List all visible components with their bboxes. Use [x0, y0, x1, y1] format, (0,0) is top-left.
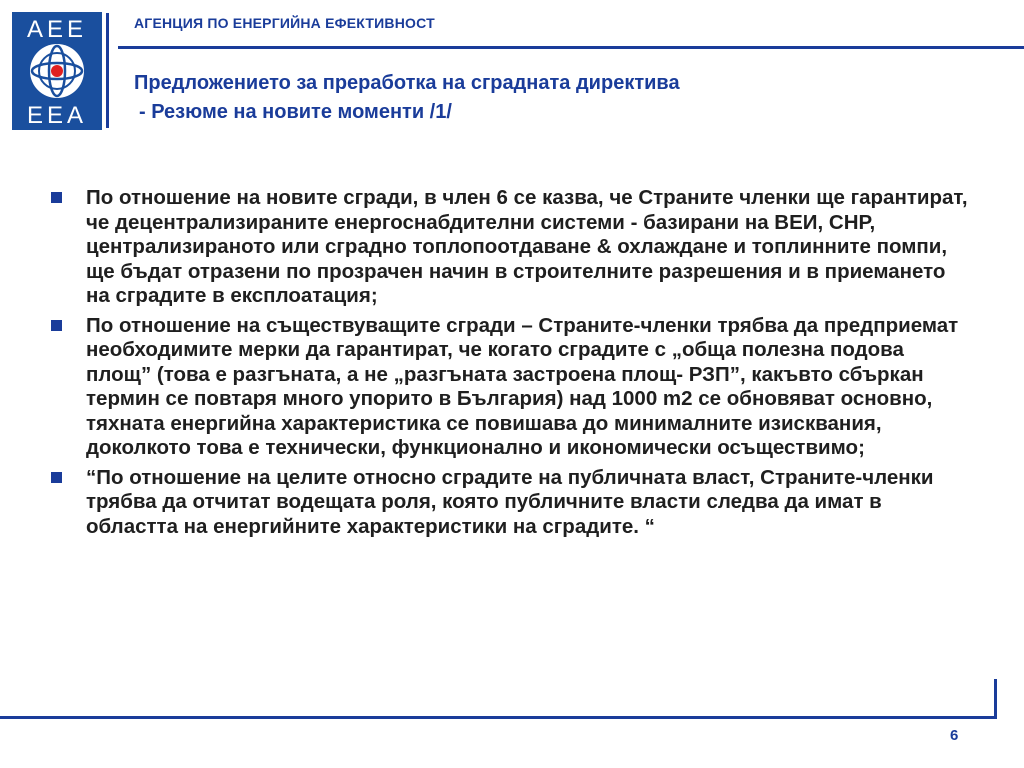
bullet-item-public-buildings	[48, 466, 968, 540]
header-vertical-rule	[106, 13, 109, 128]
footer-vertical-rule	[994, 679, 997, 719]
slide-title	[134, 69, 994, 127]
square-bullet-icon	[51, 320, 62, 331]
logo-bottom-text: EEA	[26, 102, 88, 129]
header-horizontal-rule	[118, 46, 1024, 49]
square-bullet-icon	[51, 192, 62, 203]
agency-name: АГЕНЦИЯ ПО ЕНЕРГИЙНА ЕФЕКТИВНОСТ	[134, 15, 435, 31]
slide-title-line-2: - Резюме на новите моменти /1/	[139, 101, 452, 123]
bullet-list	[48, 186, 968, 544]
square-bullet-icon	[51, 472, 62, 483]
agency-logo	[12, 12, 102, 130]
logo-graphic	[12, 12, 102, 130]
logo-core-icon	[51, 65, 63, 77]
logo-top-text: AEE	[26, 16, 88, 43]
bullet-text: По отношение на новите сгради, в член 6 се казва, че Страните членки ще гарантират, че децентрализираните енергоснабдителни системи - базирани на ВЕИ, CHP, централизираното или сградно топлопоотдаване & охлаждане и топлинните помпи, ще бъдат отразени по прозрачен начин в строителните разрешения и в приемането на сградите в експлоатация;	[86, 186, 968, 307]
bullet-text: “По отношение на целите относно сградите на публичната власт, Страните-членки трябва да отчитат водещата роля, която публичните власти следва да имат в областта на енергийните характеристики на сградите. “	[86, 465, 934, 538]
bullet-text: По отношение на съществуващите сгради – Страните-членки трябва да предприемат необходимите мерки да гарантират, че когато сградите с „обща полезна подова площ” (това е разгъната, а не „разгъната застроена площ- РЗП”, какъвто сбъркан термин се повтаря много упорито в България) над 1000 m2 се обновяват основно, тяхната енергийна характеристика се повишава до минималните изисквания, доколкото това е технически, функционално и икономически осъществимо;	[86, 313, 959, 459]
page-number: 6	[950, 727, 959, 744]
bullet-item-existing-buildings	[48, 314, 968, 461]
bullet-item-new-buildings	[48, 186, 968, 309]
footer-horizontal-rule	[0, 716, 997, 719]
slide-title-line-1: Предложението за преработка на сградната директива	[134, 72, 680, 94]
